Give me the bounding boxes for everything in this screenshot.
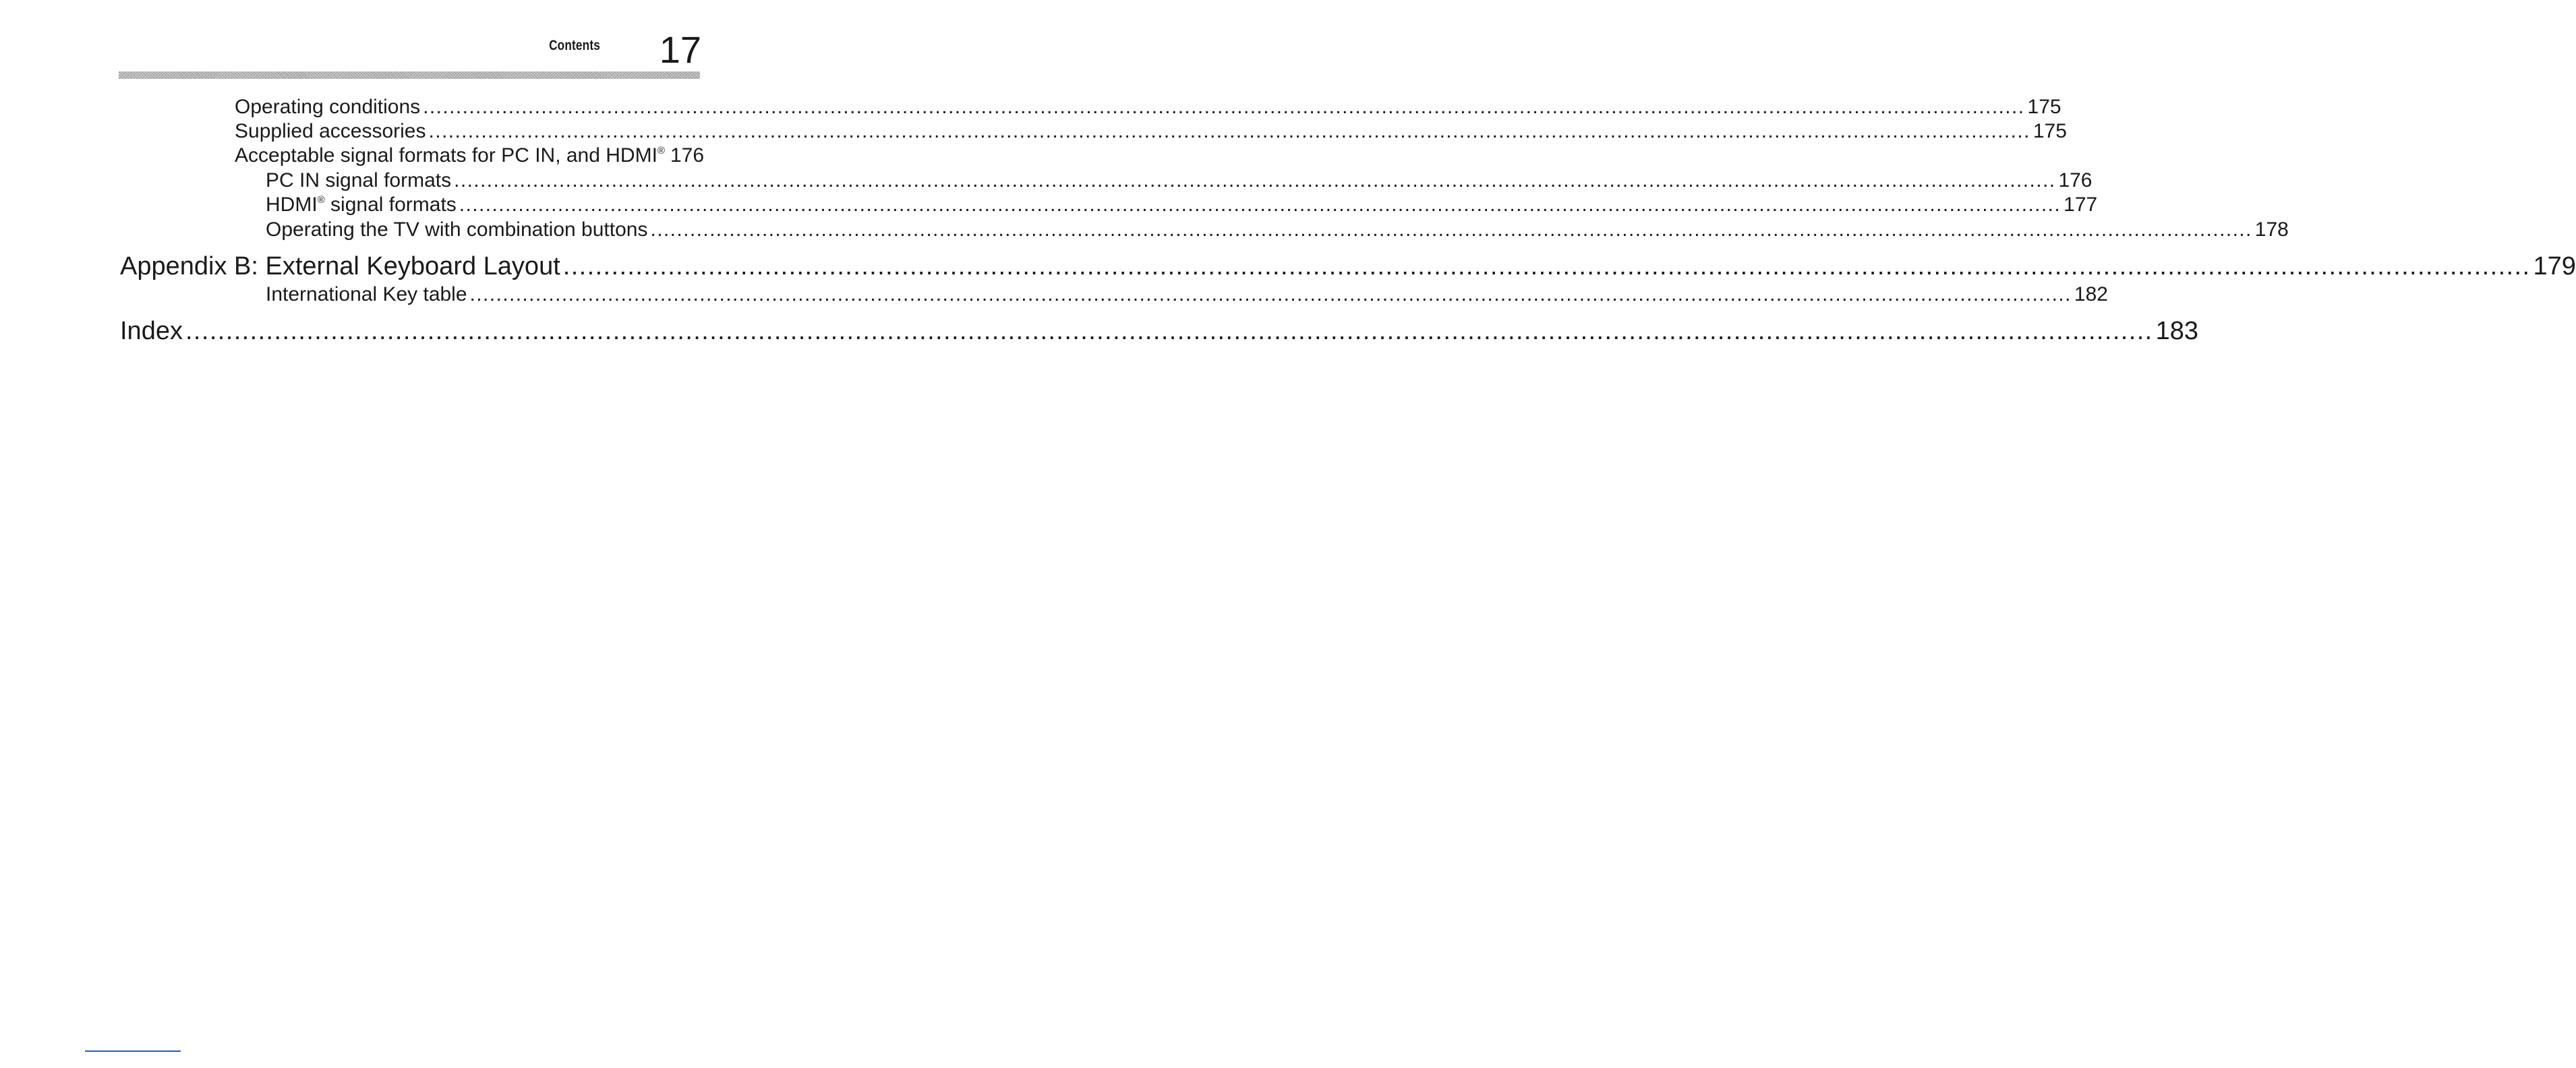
toc-entry-index[interactable] <box>120 316 2199 347</box>
toc-entry[interactable] <box>235 119 2067 144</box>
dot-leader <box>470 282 2072 307</box>
toc-entry[interactable] <box>266 217 2289 242</box>
toc-entry-page: 183 <box>2155 317 2199 345</box>
toc-entry-page: 182 <box>2074 283 2108 305</box>
toc-entry[interactable] <box>235 143 705 168</box>
toc-entry-page: 175 <box>2032 120 2067 142</box>
dot-leader <box>185 316 2153 347</box>
dot-leader <box>459 192 2061 217</box>
toc-entry-title: Acceptable signal formats for PC IN, and HDMI® <box>235 144 665 167</box>
dot-leader <box>429 119 2030 144</box>
toc-entry-title: Operating conditions <box>235 96 421 118</box>
toc-entry-page: 176 <box>670 144 705 167</box>
toc-entry-title: Operating the TV with combination buttons <box>266 218 648 241</box>
page-number: 17 <box>659 28 701 71</box>
registered-mark: ® <box>657 145 665 156</box>
toc-entry[interactable] <box>266 168 2092 193</box>
dot-leader <box>650 217 2252 242</box>
dot-leader <box>423 94 2024 119</box>
footer-link-underline <box>85 1050 181 1052</box>
toc-entry[interactable] <box>266 192 2098 217</box>
toc-entry-title: International Key table <box>266 283 467 305</box>
toc-entry-title: Index <box>120 317 183 345</box>
toc-entry-page: 175 <box>2027 96 2061 118</box>
toc-entry-page: 177 <box>2063 194 2098 216</box>
toc-entry-title: PC IN signal formats <box>266 169 452 191</box>
dot-leader <box>454 168 2055 193</box>
section-label: Contents <box>549 38 600 53</box>
toc-entry-title: Supplied accessories <box>235 120 426 142</box>
registered-mark: ® <box>317 194 325 206</box>
toc-entry-title: Appendix B: External Keyboard Layout <box>120 252 560 280</box>
toc-entry-page: 176 <box>2058 169 2092 191</box>
toc-entry-page: 178 <box>2254 218 2289 241</box>
dot-leader <box>563 251 2531 282</box>
toc-entry-page: 179 <box>2533 252 2576 280</box>
toc-entry[interactable] <box>235 94 2061 119</box>
toc-entry-title: HDMI® signal formats <box>266 194 457 216</box>
toc-entry[interactable] <box>266 282 2108 307</box>
toc-entry-appendix[interactable] <box>120 251 2576 282</box>
